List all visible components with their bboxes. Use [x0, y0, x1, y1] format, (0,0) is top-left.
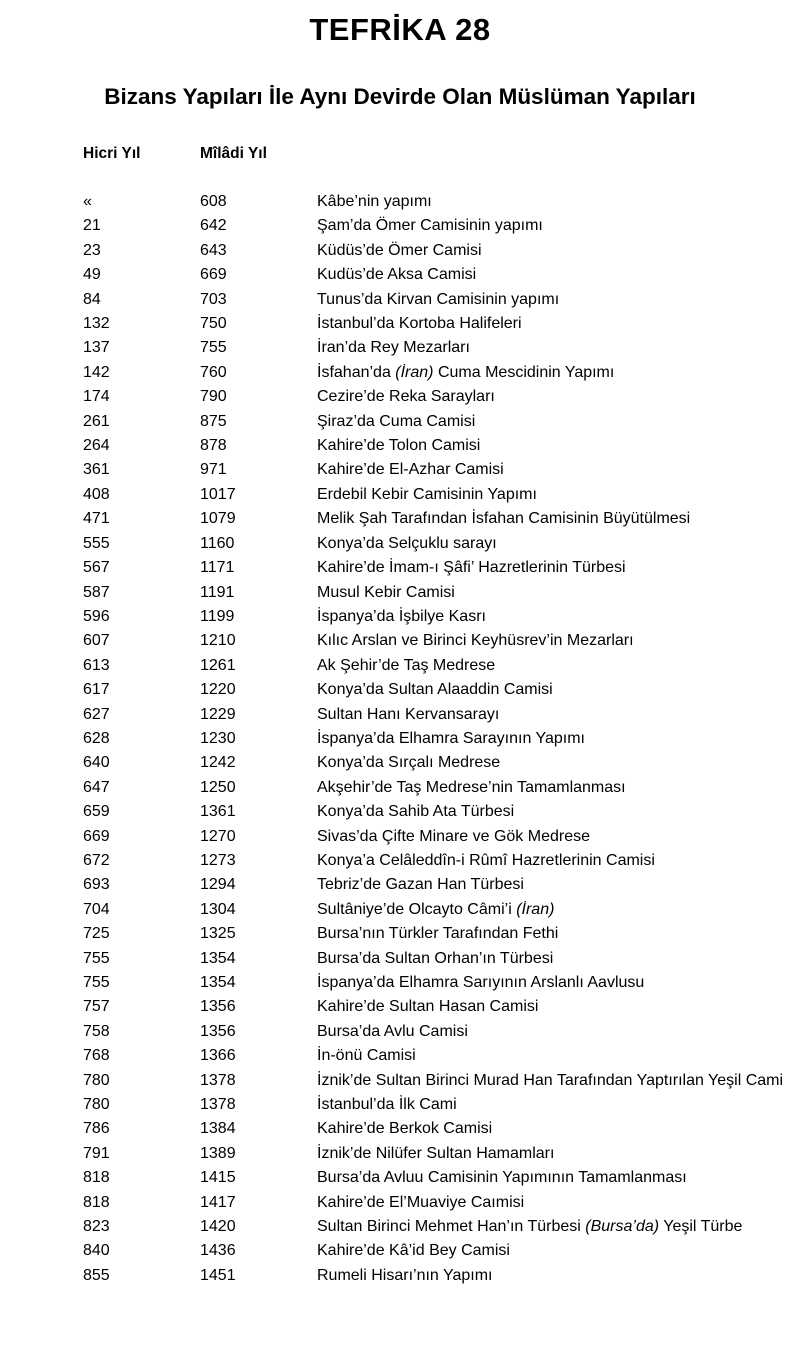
- table-row: [0, 1239, 800, 1263]
- structure-description-cell: [317, 1117, 787, 1141]
- description-text: İznik’de Nilüfer Sultan Hamamları: [317, 1144, 555, 1162]
- hicri-year-cell: 567: [83, 559, 110, 577]
- table-row: [0, 556, 800, 580]
- structure-description-cell: [317, 947, 787, 971]
- description-text: Cezire’de Reka Sarayları: [317, 388, 495, 406]
- miladi-year-cell: 1415: [200, 1169, 236, 1187]
- description-text: Kudüs’de Aksa Camisi: [317, 266, 477, 284]
- description-text: Musul Kebir Camisi: [317, 583, 455, 601]
- description-text: Tunus’da Kirvan Camisinin yapımı: [317, 290, 560, 308]
- structure-description-cell: [317, 605, 787, 629]
- hicri-year-cell: 672: [83, 851, 110, 869]
- description-text: İran’da Rey Mezarları: [317, 339, 470, 357]
- miladi-year-cell: 1436: [200, 1242, 236, 1260]
- structure-description-cell: [317, 751, 787, 775]
- structure-description-cell: [317, 434, 787, 458]
- hicri-year-cell: 840: [83, 1242, 110, 1260]
- table-row: [0, 434, 800, 458]
- structure-description-cell: [317, 1166, 787, 1190]
- miladi-year-cell: 1356: [200, 1022, 236, 1040]
- table-row: [0, 1117, 800, 1141]
- miladi-year-cell: 1230: [200, 729, 236, 747]
- description-text: Bursa’nın Türkler Tarafından Fethi: [317, 925, 559, 943]
- header-hicri-yil: Hicri Yıl: [83, 145, 141, 162]
- structure-description-cell: [317, 873, 787, 897]
- table-row: [0, 898, 800, 922]
- table-row: [0, 312, 800, 336]
- table-row: [0, 800, 800, 824]
- description-text: Konya’da Sahib Ata Türbesi: [317, 803, 515, 821]
- structure-description-cell: [317, 336, 787, 360]
- hicri-year-cell: «: [83, 193, 92, 210]
- description-text: Tebriz’de Gazan Han Türbesi: [317, 876, 524, 894]
- description-text: Konya’da Sırçalı Medrese: [317, 754, 501, 772]
- description-italic-note: (İran): [395, 363, 434, 381]
- description-italic-note: (İran): [516, 900, 555, 918]
- description-text: Bursa’da Avluu Camisinin Yapımının Tamamlanması: [317, 1169, 687, 1187]
- miladi-year-cell: 1366: [200, 1047, 236, 1065]
- structure-description-cell: [317, 1142, 787, 1166]
- table-row: [0, 605, 800, 629]
- hicri-year-cell: 613: [83, 656, 110, 674]
- hicri-year-cell: 669: [83, 827, 110, 845]
- table-row: [0, 263, 800, 287]
- description-text: İspanya’da İşbilye Kasrı: [317, 607, 486, 625]
- hicri-year-cell: 757: [83, 998, 110, 1016]
- miladi-year-cell: 760: [200, 363, 227, 381]
- miladi-year-cell: 643: [200, 241, 227, 259]
- miladi-year-cell: 1160: [200, 534, 235, 552]
- description-text: Cuma Mescidinin Yapımı: [433, 363, 615, 381]
- table-row: [0, 458, 800, 482]
- page-title: TEFRİKA 28: [309, 12, 491, 47]
- description-text: Kahire’de Berkok Camisi: [317, 1120, 493, 1138]
- hicri-year-cell: 855: [83, 1266, 110, 1284]
- table-header: [0, 145, 800, 165]
- structure-description-cell: [317, 312, 787, 336]
- chronology-table: [0, 190, 800, 1288]
- structure-description-cell: [317, 1239, 787, 1263]
- structure-description-cell: [317, 385, 787, 409]
- miladi-year-cell: 1325: [200, 925, 236, 943]
- description-italic-note: (Bursa’da): [585, 1218, 660, 1236]
- structure-description-cell: [317, 800, 787, 824]
- description-text: Yeşil Türbe: [659, 1218, 743, 1236]
- structure-description-cell: [317, 239, 787, 263]
- hicri-year-cell: 596: [83, 607, 110, 625]
- structure-description-cell: [317, 1020, 787, 1044]
- miladi-year-cell: 1079: [200, 510, 236, 528]
- structure-description-cell: [317, 410, 787, 434]
- miladi-year-cell: 1354: [200, 949, 236, 967]
- table-row: [0, 239, 800, 263]
- structure-description-cell: [317, 1069, 787, 1093]
- description-text: İspanya’da Elhamra Sarayının Yapımı: [317, 729, 585, 747]
- description-text: Şiraz’da Cuma Camisi: [317, 412, 476, 430]
- miladi-year-cell: 971: [200, 461, 227, 479]
- table-row: [0, 1264, 800, 1288]
- structure-description-cell: [317, 825, 787, 849]
- table-row: [0, 849, 800, 873]
- miladi-year-cell: 1220: [200, 681, 236, 699]
- miladi-year-cell: 669: [200, 266, 227, 284]
- description-text: Kılıc Arslan ve Birinci Keyhüsrev’in Mezarları: [317, 632, 634, 650]
- table-row: [0, 214, 800, 238]
- description-text: Sultan Birinci Mehmet Han’ın Türbesi: [317, 1218, 586, 1236]
- description-text: Sultan Hanı Kervansarayı: [317, 705, 500, 723]
- table-row: [0, 1069, 800, 1093]
- structure-description-cell: [317, 361, 787, 385]
- structure-description-cell: [317, 288, 787, 312]
- structure-description-cell: [317, 849, 787, 873]
- table-row: [0, 751, 800, 775]
- hicri-year-cell: 261: [83, 412, 110, 430]
- structure-description-cell: [317, 971, 787, 995]
- hicri-year-cell: 693: [83, 876, 110, 894]
- hicri-year-cell: 823: [83, 1218, 110, 1236]
- miladi-year-cell: 1171: [200, 559, 235, 577]
- miladi-year-cell: 1304: [200, 900, 236, 918]
- miladi-year-cell: 1242: [200, 754, 236, 772]
- hicri-year-cell: 174: [83, 388, 110, 406]
- hicri-year-cell: 818: [83, 1169, 110, 1187]
- table-row: [0, 385, 800, 409]
- description-text: Ak Şehir’de Taş Medrese: [317, 656, 496, 674]
- table-row: [0, 971, 800, 995]
- description-text: Kahire’de Kâ’id Bey Camisi: [317, 1242, 510, 1260]
- hicri-year-cell: 786: [83, 1120, 110, 1138]
- description-text: Küdüs’de Ömer Camisi: [317, 241, 482, 259]
- table-row: [0, 873, 800, 897]
- miladi-year-cell: 1191: [200, 583, 235, 601]
- miladi-year-cell: 878: [200, 437, 227, 455]
- table-row: [0, 922, 800, 946]
- structure-description-cell: [317, 1191, 787, 1215]
- description-text: İstanbul’da İlk Cami: [317, 1096, 457, 1114]
- description-text: İznik’de Sultan Birinci Murad Han Tarafından Yaptırılan Yeşil Cami: [317, 1071, 784, 1089]
- structure-description-cell: [317, 776, 787, 800]
- hicri-year-cell: 768: [83, 1047, 110, 1065]
- structure-description-cell: [317, 458, 787, 482]
- hicri-year-cell: 628: [83, 729, 110, 747]
- structure-description-cell: [317, 507, 787, 531]
- table-row: [0, 825, 800, 849]
- hicri-year-cell: 627: [83, 705, 110, 723]
- miladi-year-cell: 1384: [200, 1120, 236, 1138]
- miladi-year-cell: 790: [200, 388, 227, 406]
- description-text: İsfahan’da: [317, 363, 396, 381]
- table-row: [0, 1142, 800, 1166]
- hicri-year-cell: 818: [83, 1193, 110, 1211]
- structure-description-cell: [317, 532, 787, 556]
- description-text: Kahire’de Sultan Hasan Camisi: [317, 998, 539, 1016]
- hicri-year-cell: 617: [83, 681, 110, 699]
- structure-description-cell: [317, 654, 787, 678]
- hicri-year-cell: 361: [83, 461, 110, 479]
- structure-description-cell: [317, 1093, 787, 1117]
- hicri-year-cell: 725: [83, 925, 110, 943]
- hicri-year-cell: 647: [83, 778, 110, 796]
- structure-description-cell: [317, 922, 787, 946]
- description-text: Kahire’de El’Muaviye Caımisi: [317, 1193, 525, 1211]
- hicri-year-cell: 471: [83, 510, 110, 528]
- description-text: Akşehir’de Taş Medrese’nin Tamamlanması: [317, 778, 626, 796]
- miladi-year-cell: 1229: [200, 705, 236, 723]
- table-row: [0, 995, 800, 1019]
- structure-description-cell: [317, 263, 787, 287]
- miladi-year-cell: 1417: [200, 1193, 236, 1211]
- description-text: Rumeli Hisarı’nın Yapımı: [317, 1266, 493, 1284]
- miladi-year-cell: 750: [200, 315, 227, 333]
- miladi-year-cell: 642: [200, 217, 227, 235]
- miladi-year-cell: 1294: [200, 876, 236, 894]
- description-text: Bursa’da Avlu Camisi: [317, 1022, 468, 1040]
- description-text: Melik Şah Tarafından İsfahan Camisinin Büyütülmesi: [317, 510, 691, 528]
- table-row: [0, 1166, 800, 1190]
- page-subtitle: Bizans Yapıları İle Aynı Devirde Olan Müslüman Yapıları: [104, 84, 696, 109]
- table-row: [0, 703, 800, 727]
- hicri-year-cell: 780: [83, 1071, 110, 1089]
- table-row: [0, 629, 800, 653]
- structure-description-cell: [317, 556, 787, 580]
- structure-description-cell: [317, 1044, 787, 1068]
- hicri-year-cell: 755: [83, 974, 110, 991]
- table-row: [0, 361, 800, 385]
- description-text: Kahire’de Tolon Camisi: [317, 437, 481, 455]
- table-row: [0, 1191, 800, 1215]
- hicri-year-cell: 791: [83, 1144, 110, 1162]
- structure-description-cell: [317, 727, 787, 751]
- description-text: Bursa’da Sultan Orhan’ın Türbesi: [317, 949, 554, 967]
- hicri-year-cell: 607: [83, 632, 110, 650]
- description-text: Konya’a Celâleddîn-i Rûmî Hazretlerinin Camisi: [317, 851, 655, 869]
- miladi-year-cell: 1389: [200, 1144, 236, 1162]
- structure-description-cell: [317, 483, 787, 507]
- hicri-year-cell: 408: [83, 485, 110, 503]
- description-text: Kâbe’nin yapımı: [317, 193, 432, 210]
- miladi-year-cell: 875: [200, 412, 227, 430]
- hicri-year-cell: 84: [83, 290, 101, 308]
- miladi-year-cell: 755: [200, 339, 227, 357]
- miladi-year-cell: 1250: [200, 778, 236, 796]
- hicri-year-cell: 587: [83, 583, 110, 601]
- description-text: Sivas’da Çifte Minare ve Gök Medrese: [317, 827, 590, 845]
- hicri-year-cell: 758: [83, 1022, 110, 1040]
- miladi-year-cell: 1361: [200, 803, 236, 821]
- table-row: [0, 947, 800, 971]
- hicri-year-cell: 640: [83, 754, 110, 772]
- hicri-year-cell: 21: [83, 217, 101, 235]
- description-text: Konya’da Selçuklu sarayı: [317, 534, 497, 552]
- structure-description-cell: [317, 190, 787, 214]
- miladi-year-cell: 1378: [200, 1096, 236, 1114]
- hicri-year-cell: 264: [83, 437, 110, 455]
- miladi-year-cell: 1261: [200, 656, 236, 674]
- structure-description-cell: [317, 995, 787, 1019]
- miladi-year-cell: 1378: [200, 1071, 236, 1089]
- structure-description-cell: [317, 703, 787, 727]
- miladi-year-cell: 1356: [200, 998, 236, 1016]
- table-row: [0, 581, 800, 605]
- description-text: Konya’da Sultan Alaaddin Camisi: [317, 681, 553, 699]
- table-row: [0, 410, 800, 434]
- miladi-year-cell: 1270: [200, 827, 236, 845]
- structure-description-cell: [317, 1215, 787, 1239]
- structure-description-cell: [317, 678, 787, 702]
- miladi-year-cell: 1017: [200, 485, 236, 503]
- table-row: [0, 1044, 800, 1068]
- description-text: Kahire’de El-Azhar Camisi: [317, 461, 504, 479]
- hicri-year-cell: 132: [83, 315, 110, 333]
- table-row: [0, 678, 800, 702]
- description-text: İspanya’da Elhamra Sarıyının Arslanlı Aavlusu: [317, 974, 645, 991]
- hicri-year-cell: 755: [83, 949, 110, 967]
- structure-description-cell: [317, 629, 787, 653]
- table-row: [0, 727, 800, 751]
- hicri-year-cell: 142: [83, 363, 110, 381]
- table-row: [0, 532, 800, 556]
- table-row: [0, 1093, 800, 1117]
- description-text: Erdebil Kebir Camisinin Yapımı: [317, 485, 537, 503]
- table-row: [0, 776, 800, 800]
- hicri-year-cell: 780: [83, 1096, 110, 1114]
- description-text: Sultâniye’de Olcayto Câmi’i: [317, 900, 517, 918]
- hicri-year-cell: 704: [83, 900, 110, 918]
- miladi-year-cell: 1199: [200, 607, 235, 625]
- description-text: Şam’da Ömer Camisinin yapımı: [317, 217, 543, 235]
- structure-description-cell: [317, 214, 787, 238]
- structure-description-cell: [317, 1264, 787, 1288]
- table-row: [0, 507, 800, 531]
- miladi-year-cell: 703: [200, 290, 227, 308]
- description-text: İstanbul’da Kortoba Halifeleri: [317, 315, 522, 333]
- description-text: Kahire’de İmam-ı Şâfi’ Hazretlerinin Türbesi: [317, 559, 626, 577]
- miladi-year-cell: 1210: [200, 632, 236, 650]
- hicri-year-cell: 23: [83, 241, 101, 259]
- miladi-year-cell: 608: [200, 193, 227, 210]
- hicri-year-cell: 137: [83, 339, 110, 357]
- table-row: [0, 336, 800, 360]
- table-row: [0, 654, 800, 678]
- table-row: [0, 190, 800, 214]
- structure-description-cell: [317, 581, 787, 605]
- table-row: [0, 288, 800, 312]
- hicri-year-cell: 555: [83, 534, 110, 552]
- miladi-year-cell: 1451: [200, 1266, 236, 1284]
- description-text: İn-önü Camisi: [317, 1047, 416, 1065]
- table-row: [0, 1020, 800, 1044]
- table-row: [0, 483, 800, 507]
- miladi-year-cell: 1420: [200, 1218, 236, 1236]
- hicri-year-cell: 659: [83, 803, 110, 821]
- miladi-year-cell: 1273: [200, 851, 236, 869]
- table-row: [0, 1215, 800, 1239]
- miladi-year-cell: 1354: [200, 974, 236, 991]
- hicri-year-cell: 49: [83, 266, 101, 284]
- structure-description-cell: [317, 898, 787, 922]
- header-miladi-yil: Mîlâdi Yıl: [200, 145, 267, 162]
